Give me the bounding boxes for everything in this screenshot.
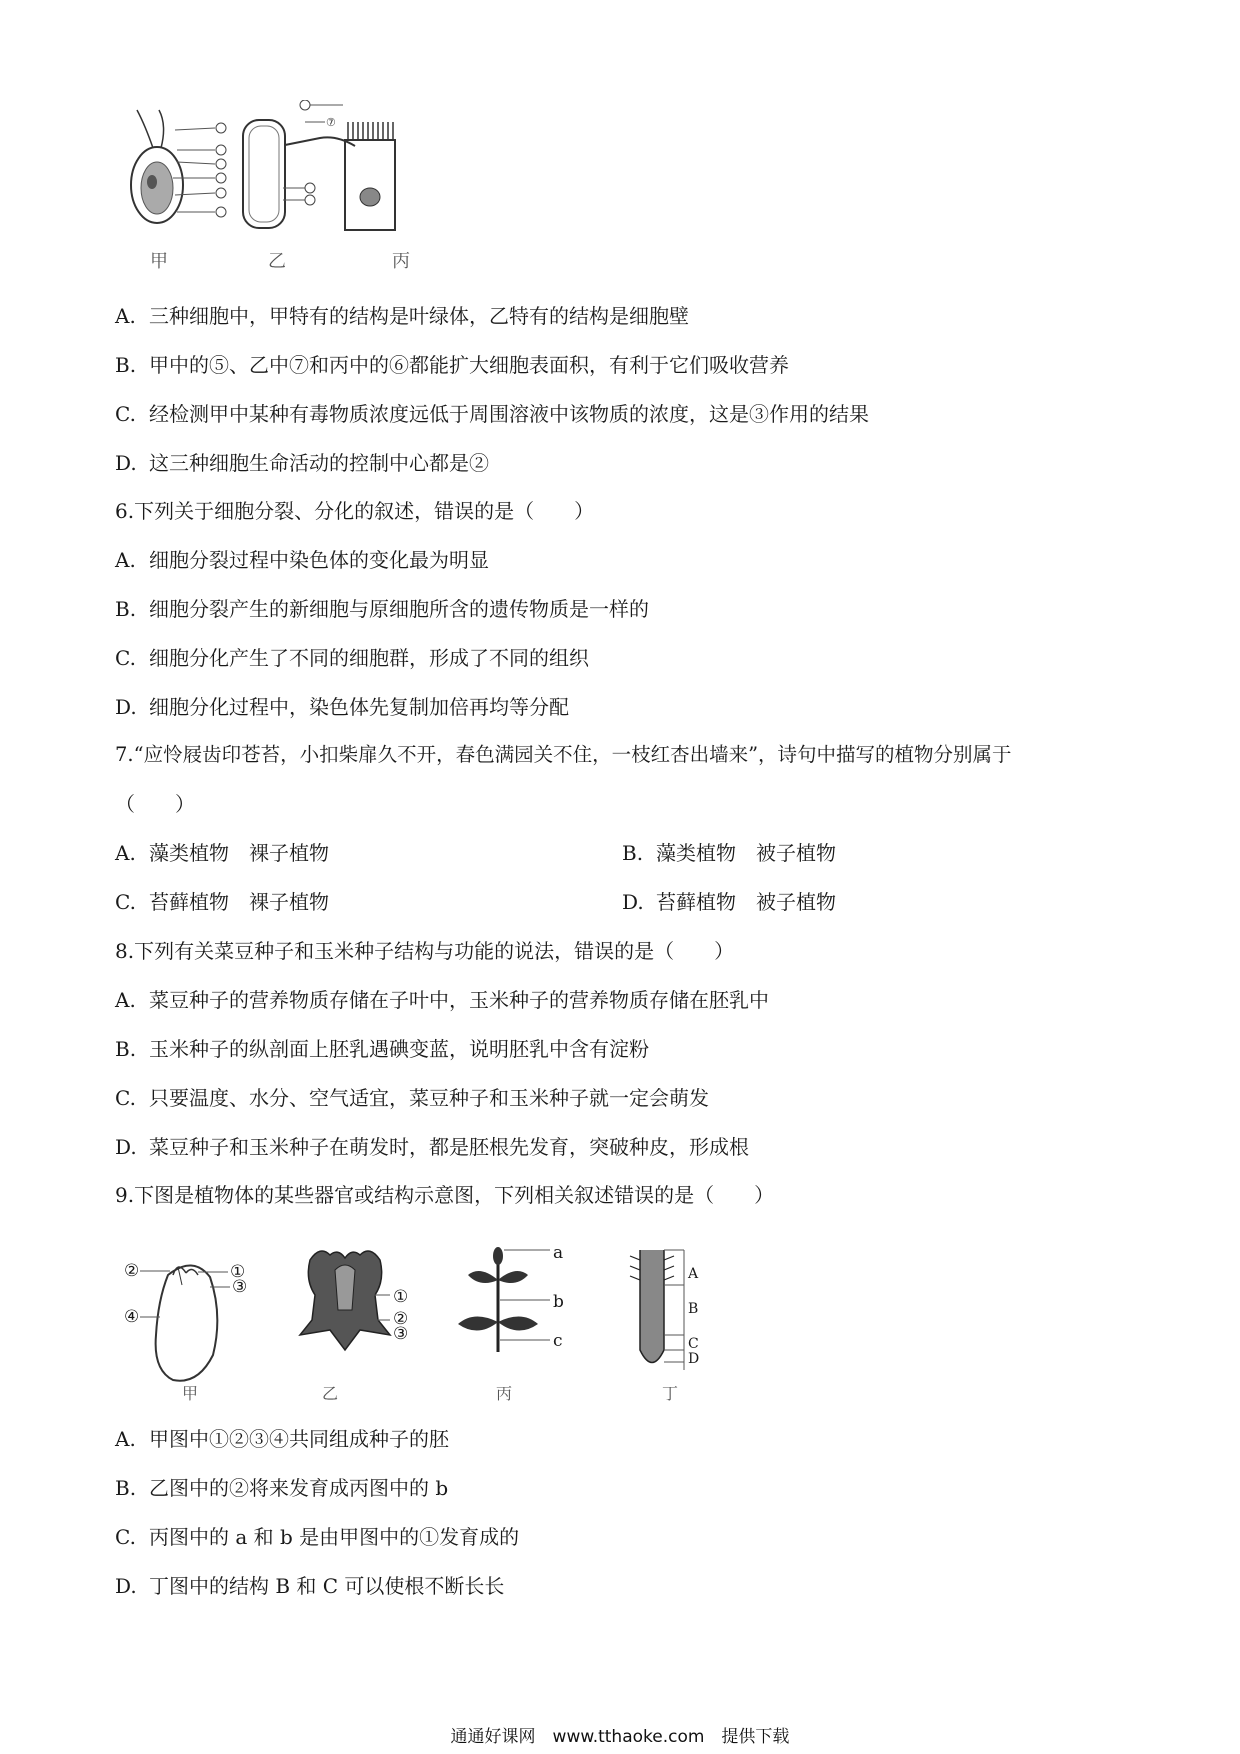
q8-title: 8.下列有关菜豆种子和玉米种子结构与功能的说法，错误的是（ ）	[115, 939, 735, 963]
q9-figure-jia-seed	[118, 1245, 268, 1395]
q9-jia-mark-1: ①	[230, 1262, 246, 1282]
q6-option-c	[115, 644, 589, 672]
option-label: A.	[115, 988, 136, 1012]
q9-figure-label-yi: 乙	[322, 1384, 339, 1403]
option-text: 细胞分化产生了不同的细胞群，形成了不同的组织	[149, 646, 589, 670]
option-text: 苔藓植物 被子植物	[656, 890, 836, 914]
option-text: 甲中的⑤、乙中⑦和丙中的⑥都能扩大细胞表面积，有利于它们吸收营养	[149, 353, 789, 377]
option-label: B.	[622, 841, 644, 865]
option-label: C.	[115, 646, 136, 670]
option-label: D.	[622, 890, 644, 914]
q5-option-b	[115, 351, 789, 379]
q9-figure-label-jia: 甲	[182, 1384, 199, 1403]
q9-bing-mark-b: b	[553, 1292, 564, 1312]
q8-option-c	[115, 1084, 709, 1112]
option-label: C.	[115, 402, 136, 426]
q6-option-d	[115, 693, 569, 721]
option-label: A.	[115, 304, 136, 328]
option-text: 细胞分裂过程中染色体的变化最为明显	[149, 548, 489, 572]
option-text: 只要温度、水分、空气适宜，菜豆种子和玉米种子就一定会萌发	[149, 1086, 709, 1110]
q7-title-continuation: （ ）	[115, 792, 195, 816]
option-label: C.	[115, 890, 136, 914]
page-footer: 通通好课网 www.tthaoke.com 提供下载	[450, 1727, 790, 1747]
q9-ding-mark-d: D	[688, 1351, 700, 1367]
option-text: 细胞分化过程中，染色体先复制加倍再均等分配	[149, 695, 569, 719]
q9-figure-label-ding: 丁	[662, 1384, 679, 1403]
option-label: A.	[115, 548, 136, 572]
option-label: A.	[115, 841, 136, 865]
q9-ding-mark-c: C	[688, 1336, 699, 1352]
q6-title: 6.下列关于细胞分裂、分化的叙述，错误的是（ ）	[115, 499, 595, 523]
option-label: C.	[115, 1525, 136, 1549]
option-label: A.	[115, 1427, 136, 1451]
q9-ding-mark-b: B	[688, 1301, 699, 1317]
q9-figure-yi-bud	[290, 1240, 400, 1360]
q8-option-a	[115, 986, 769, 1014]
option-label: D.	[115, 1574, 137, 1598]
option-text: 菜豆种子的营养物质存储在子叶中，玉米种子的营养物质存储在胚乳中	[149, 988, 769, 1012]
option-label: B.	[115, 1476, 137, 1500]
option-text: 细胞分裂产生的新细胞与原细胞所含的遗传物质是一样的	[149, 597, 649, 621]
q9-option-b	[115, 1474, 448, 1502]
q7-option-c	[115, 888, 329, 916]
option-label: D.	[115, 451, 137, 475]
q9-ding-mark-a: A	[688, 1266, 699, 1282]
q5-figure-label-yi: 乙	[268, 251, 286, 272]
q9-figure-label-bing: 丙	[496, 1384, 513, 1403]
q9-figure-bing-shoot	[450, 1240, 570, 1360]
option-text: 丁图中的结构 B 和 C 可以使根不断长长	[149, 1574, 505, 1598]
q9-title: 9.下图是植物体的某些器官或结构示意图，下列相关叙述错误的是（ ）	[115, 1183, 775, 1207]
q5-figure-label-jia: 甲	[150, 251, 168, 272]
svg-text:⑦: ⑦	[326, 116, 336, 129]
q7-option-a	[115, 839, 329, 867]
q9-jia-mark-2: ②	[124, 1261, 140, 1281]
q9-jia-mark-3: ③	[232, 1277, 248, 1297]
q9-yi-mark-1: ①	[393, 1287, 409, 1307]
option-text: 苔藓植物 裸子植物	[149, 890, 329, 914]
option-text: 三种细胞中，甲特有的结构是叶绿体，乙特有的结构是细胞壁	[149, 304, 689, 328]
q5-option-a	[115, 302, 689, 330]
q7-option-d	[622, 888, 836, 916]
q5-option-d	[115, 449, 489, 477]
q9-yi-mark-3: ③	[393, 1324, 409, 1344]
option-text: 经检测甲中某种有毒物质浓度远低于周围溶液中该物质的浓度，这是③作用的结果	[149, 402, 869, 426]
option-text: 丙图中的 a 和 b 是由甲图中的①发育成的	[149, 1525, 520, 1549]
q6-option-a	[115, 546, 489, 574]
q9-bing-mark-c: c	[553, 1331, 563, 1351]
option-label: B.	[115, 1037, 137, 1061]
q9-jia-mark-4: ④	[124, 1307, 140, 1327]
q6-option-b	[115, 595, 649, 623]
option-label: D.	[115, 1135, 137, 1159]
option-label: B.	[115, 353, 137, 377]
option-text: 玉米种子的纵剖面上胚乳遇碘变蓝，说明胚乳中含有淀粉	[149, 1037, 649, 1061]
q7-option-b	[622, 839, 836, 867]
option-text: 藻类植物 裸子植物	[149, 841, 329, 865]
option-label: C.	[115, 1086, 136, 1110]
q9-option-c	[115, 1523, 519, 1551]
q9-option-a	[115, 1425, 449, 1453]
q7-title: 7.“应怜屐齿印苍苔，小扣柴扉久不开，春色满园关不住，一枝红杏出墙来”，诗句中描写的植物分别属于	[115, 743, 1012, 766]
option-label: B.	[115, 597, 137, 621]
option-text: 这三种细胞生命活动的控制中心都是②	[149, 451, 489, 475]
option-text: 藻类植物 被子植物	[656, 841, 836, 865]
q8-option-b	[115, 1035, 649, 1063]
q9-option-d	[115, 1572, 504, 1600]
q5-figure-label-bing: 丙	[392, 251, 410, 272]
option-text: 甲图中①②③④共同组成种子的胚	[149, 1427, 449, 1451]
option-text: 菜豆种子和玉米种子在萌发时，都是胚根先发育，突破种皮，形成根	[149, 1135, 749, 1159]
q8-option-d	[115, 1133, 749, 1161]
q5-option-c	[115, 400, 869, 428]
q9-yi-mark-2: ②	[393, 1309, 409, 1329]
q9-bing-mark-a: a	[553, 1243, 564, 1263]
option-text: 乙图中的②将来发育成丙图中的 b	[149, 1476, 449, 1500]
option-label: D.	[115, 695, 137, 719]
